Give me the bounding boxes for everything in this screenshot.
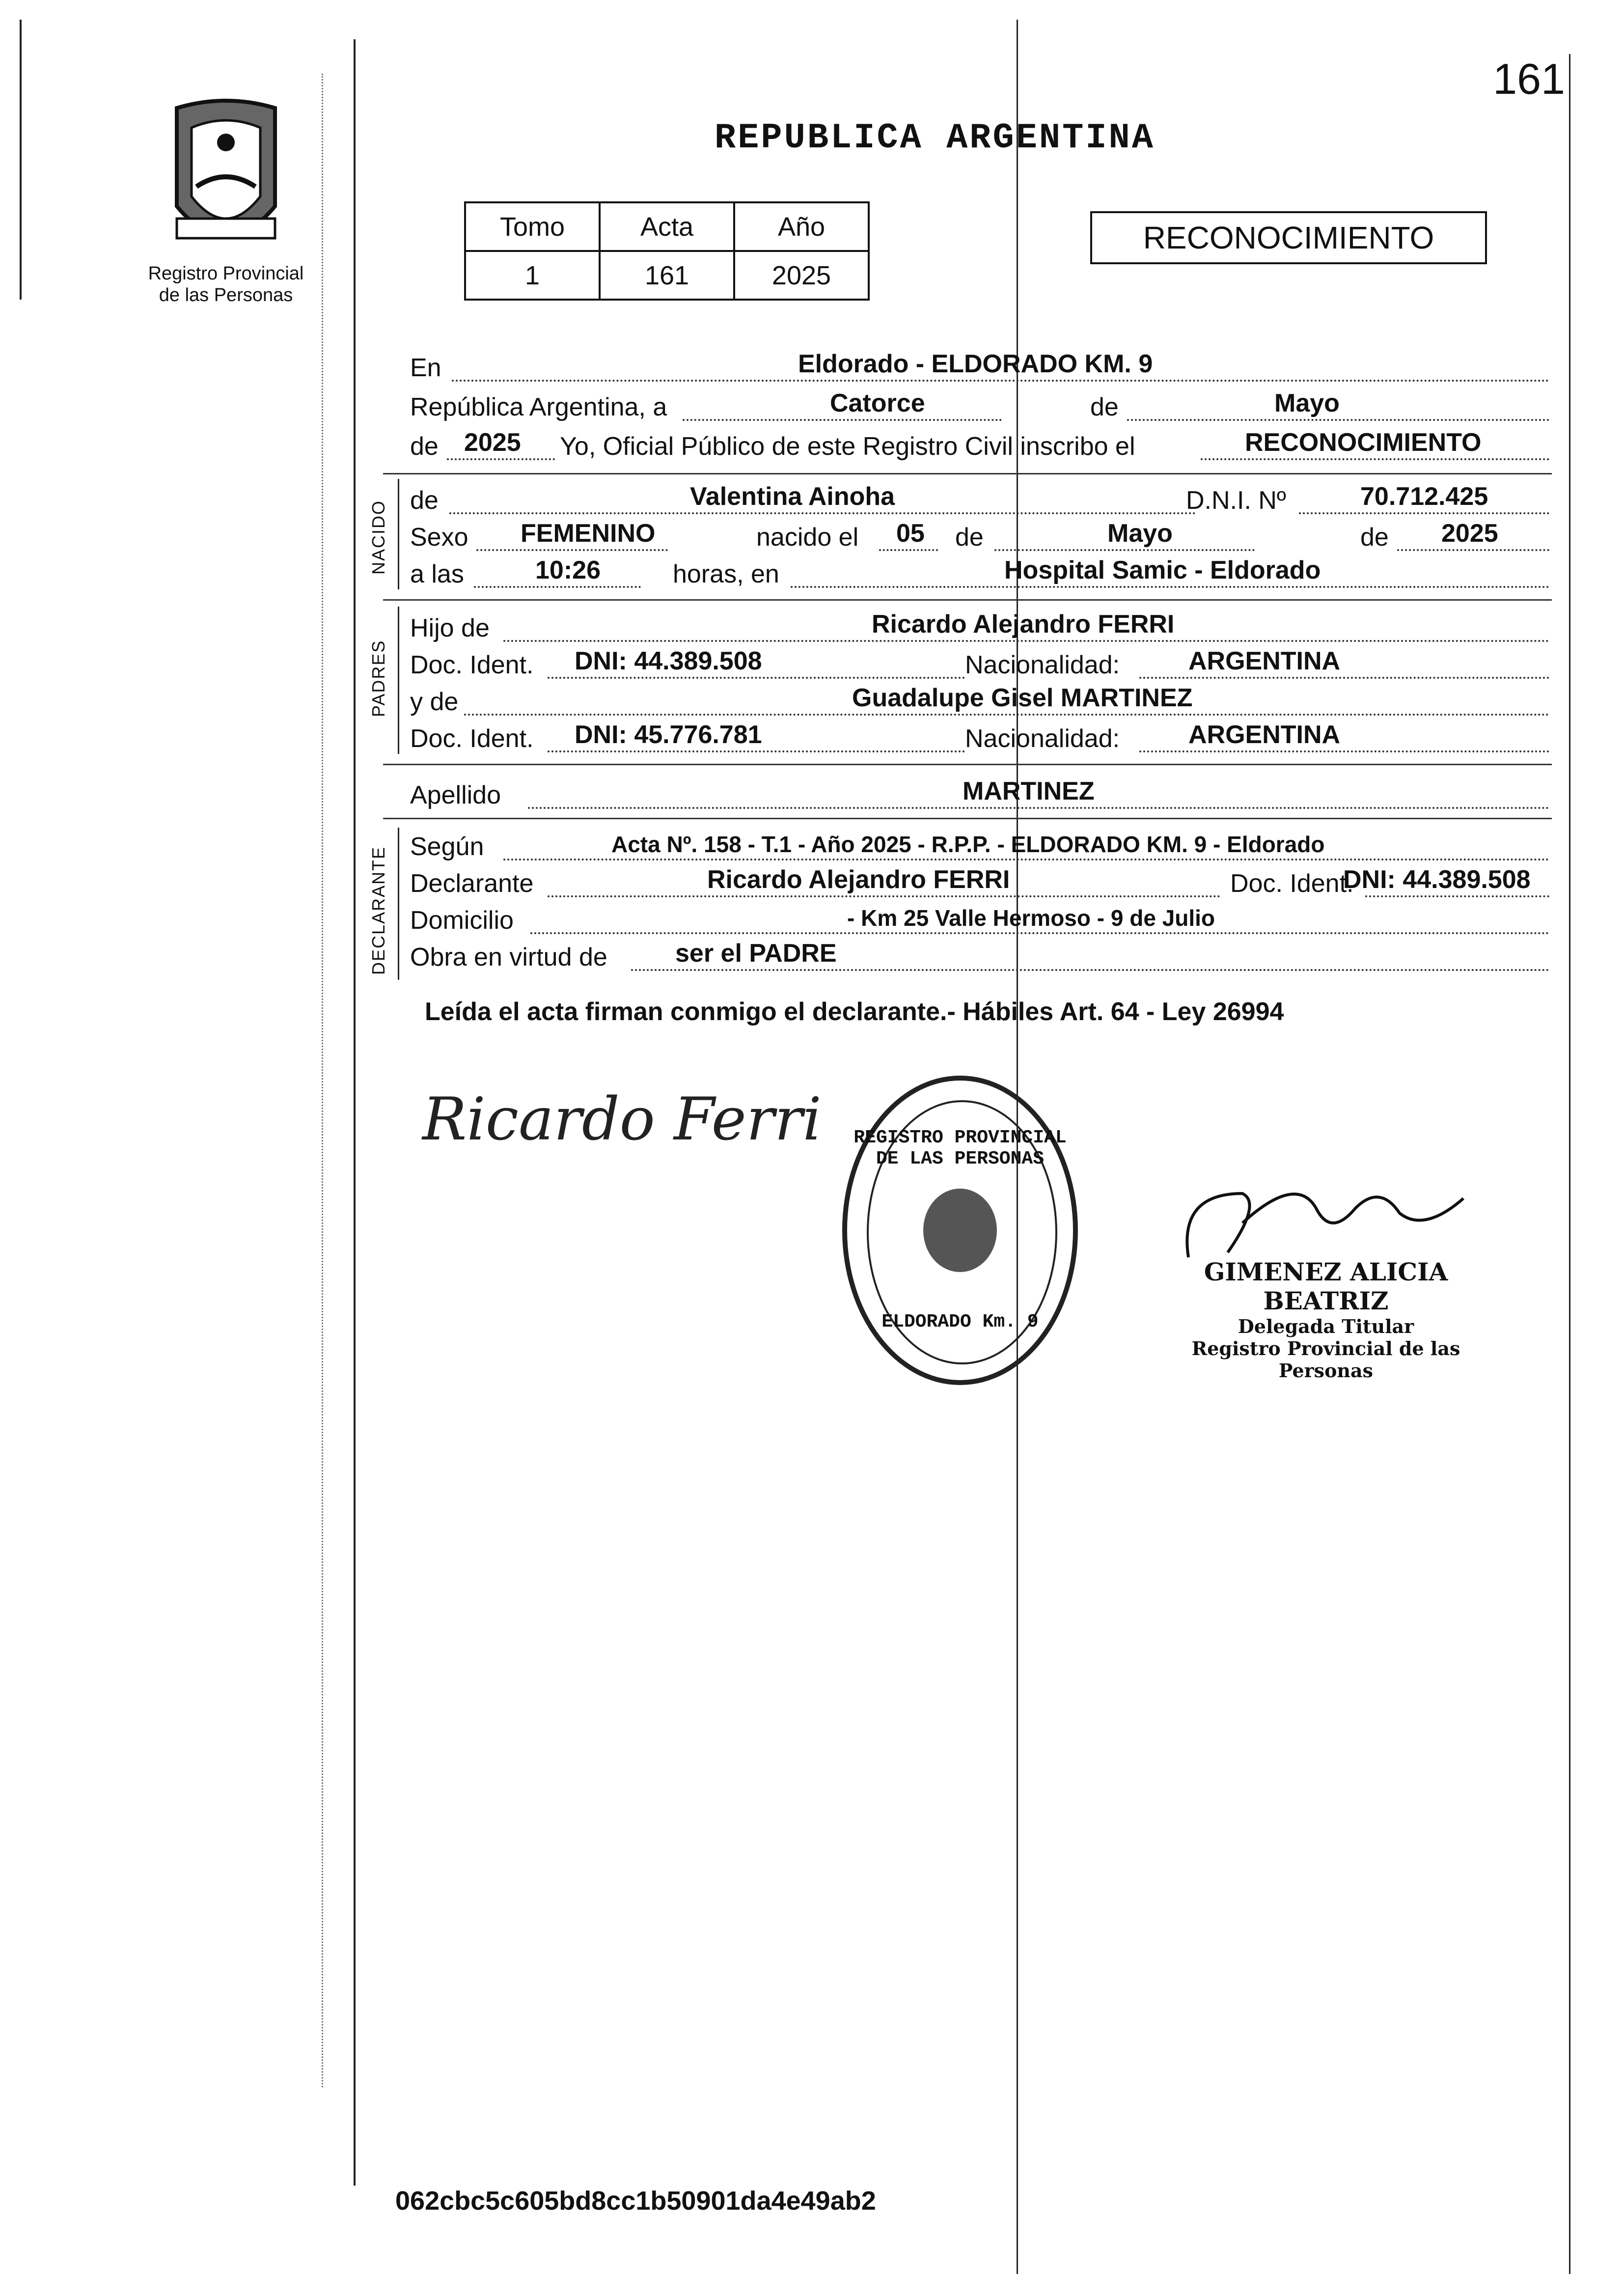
label-y-de: y de (410, 688, 459, 716)
value-apellido: MARTINEZ (963, 777, 1095, 805)
row-nacido-sex (410, 521, 1549, 555)
label-apellido: Apellido (410, 781, 501, 809)
value-declarante-name: Ricardo Alejandro FERRI (707, 865, 1010, 894)
row-mother-doc (410, 722, 1549, 756)
value-year: 2025 (464, 428, 521, 457)
value-act-type: RECONOCIMIENTO (1245, 428, 1482, 457)
section-bar-padres (398, 607, 399, 754)
label-nacido-el: nacido el (756, 523, 859, 552)
section-bar-nacido (398, 479, 399, 589)
label-en: En (410, 354, 441, 382)
label-mother-nationality: Nacionalidad: (965, 724, 1120, 753)
value-child-dni: 70.712.425 (1360, 482, 1488, 511)
label-mother-doc: Doc. Ident. (410, 724, 534, 753)
label-declarante-doc: Doc. Ident. (1230, 869, 1354, 898)
row-date (410, 390, 1549, 425)
value-place: Eldorado - ELDORADO KM. 9 (798, 350, 1153, 378)
row-apellido (410, 778, 1549, 813)
value-declarante-doc: DNI: 44.389.508 (1343, 865, 1531, 894)
left-border-line (20, 20, 22, 300)
label-hijo-de: Hijo de (410, 614, 490, 642)
acta-table-header-row (465, 202, 869, 251)
value-father-name: Ricardo Alejandro FERRI (872, 610, 1175, 638)
official-block (1154, 1257, 1498, 1382)
acta-value-tomo: 1 (465, 251, 600, 300)
value-sexo: FEMENINO (521, 519, 656, 548)
label-de-nacido: de (410, 486, 439, 515)
acta-header-acta: Acta (600, 202, 734, 251)
dotted-margin-left (322, 74, 323, 2087)
value-segun: Acta Nº. 158 - T.1 - Año 2025 - R.P.P. - ELDORADO KM. 9 - Eldorado (611, 832, 1325, 857)
declarant-signature: Ricardo Ferri (422, 1085, 822, 1154)
row-father (410, 611, 1549, 646)
value-mother-doc: DNI: 45.776.781 (575, 721, 762, 749)
logo-caption-line2: de las Personas (159, 285, 293, 305)
row-year-act (410, 430, 1549, 464)
label-republica: República Argentina, a (410, 393, 667, 421)
value-birth-month: Mayo (1107, 519, 1173, 548)
label-de-birth-year: de (1360, 523, 1389, 552)
label-segun: Según (410, 832, 484, 861)
official-org: Registro Provincial de las Personas (1191, 1337, 1460, 1382)
acta-header-anio: Año (734, 202, 869, 251)
row-segun (410, 830, 1549, 864)
registry-logo (133, 98, 319, 306)
separator-padres (383, 764, 1552, 765)
value-birth-place: Hospital Samic - Eldorado (1004, 556, 1321, 584)
row-nacido-name (410, 484, 1549, 518)
label-sexo: Sexo (410, 523, 468, 552)
value-obra: ser el PADRE (675, 939, 837, 968)
acta-value-anio: 2025 (734, 251, 869, 300)
label-de-year: de (410, 432, 439, 461)
acta-table (464, 201, 870, 301)
margin-line (354, 39, 356, 2186)
value-birth-time: 10:26 (535, 556, 601, 584)
row-mother (410, 685, 1549, 720)
row-domicilio (410, 904, 1549, 938)
document-title: REPUBLICA ARGENTINA (715, 118, 1155, 158)
value-child-name: Valentina Ainoha (690, 482, 895, 511)
section-bar-declarante (398, 828, 399, 980)
document-hash: 062cbc5c605bd8cc1b50901da4e49ab2 (395, 2186, 876, 2216)
seal-bottom-text: ELDORADO Km. 9 (881, 1311, 1039, 1332)
value-month: Mayo (1274, 389, 1340, 417)
row-father-doc (410, 648, 1549, 683)
row-obra (410, 941, 1549, 975)
label-a-las: a las (410, 560, 464, 588)
value-birth-day: 05 (896, 519, 925, 548)
label-de-month: de (1090, 393, 1119, 421)
value-domicilio: - Km 25 Valle Hermoso - 9 de Julio (847, 905, 1215, 931)
closing-statement: Leída el acta firman conmigo el declarante.- Hábiles Art. 64 - Ley 26994 (425, 998, 1284, 1026)
official-signature-icon (1169, 1164, 1473, 1272)
acta-value-acta: 161 (600, 251, 734, 300)
label-yo: Yo, Oficial Público de este Registro Civil inscribo el (560, 432, 1135, 461)
row-nacido-time (410, 557, 1549, 592)
label-father-nationality: Nacionalidad: (965, 651, 1120, 679)
label-horas-en: horas, en (673, 560, 779, 588)
label-declarante: Declarante (410, 869, 534, 898)
seal-emblem-icon (923, 1189, 997, 1272)
separator-nacido (383, 599, 1552, 601)
value-birth-year: 2025 (1441, 519, 1498, 548)
label-domicilio: Domicilio (410, 906, 514, 935)
page-number: 161 (1493, 55, 1565, 103)
section-label-padres: PADRES (368, 639, 388, 717)
misiones-emblem-icon (162, 98, 290, 260)
row-place (410, 351, 1549, 386)
official-name: GIMENEZ ALICIA BEATRIZ (1204, 1257, 1448, 1315)
official-seal (842, 1076, 1078, 1385)
right-border-line (1569, 54, 1570, 2274)
value-father-doc: DNI: 44.389.508 (575, 647, 762, 675)
value-father-nationality: ARGENTINA (1188, 647, 1341, 675)
acta-header-tomo: Tomo (465, 202, 600, 251)
value-day: Catorce (830, 389, 925, 417)
separator-apellido (383, 818, 1552, 819)
label-de-birth-month: de (955, 523, 984, 552)
value-mother-name: Guadalupe Gisel MARTINEZ (852, 684, 1193, 712)
document-type-box: RECONOCIMIENTO (1090, 211, 1487, 264)
seal-top-text: REGISTRO PROVINCIAL DE LAS PERSONAS (853, 1127, 1067, 1169)
section-label-nacido: NACIDO (368, 499, 388, 575)
official-role: Delegada Titular (1238, 1315, 1414, 1337)
row-declarante (410, 867, 1549, 901)
acta-table-value-row (465, 251, 869, 300)
value-mother-nationality: ARGENTINA (1188, 721, 1341, 749)
separator-intro (383, 473, 1552, 474)
section-label-declarante: DECLARANTE (368, 846, 388, 975)
logo-caption-line1: Registro Provincial (148, 263, 304, 284)
label-obra: Obra en virtud de (410, 943, 607, 971)
label-dni: D.N.I. Nº (1186, 486, 1286, 515)
label-father-doc: Doc. Ident. (410, 651, 534, 679)
